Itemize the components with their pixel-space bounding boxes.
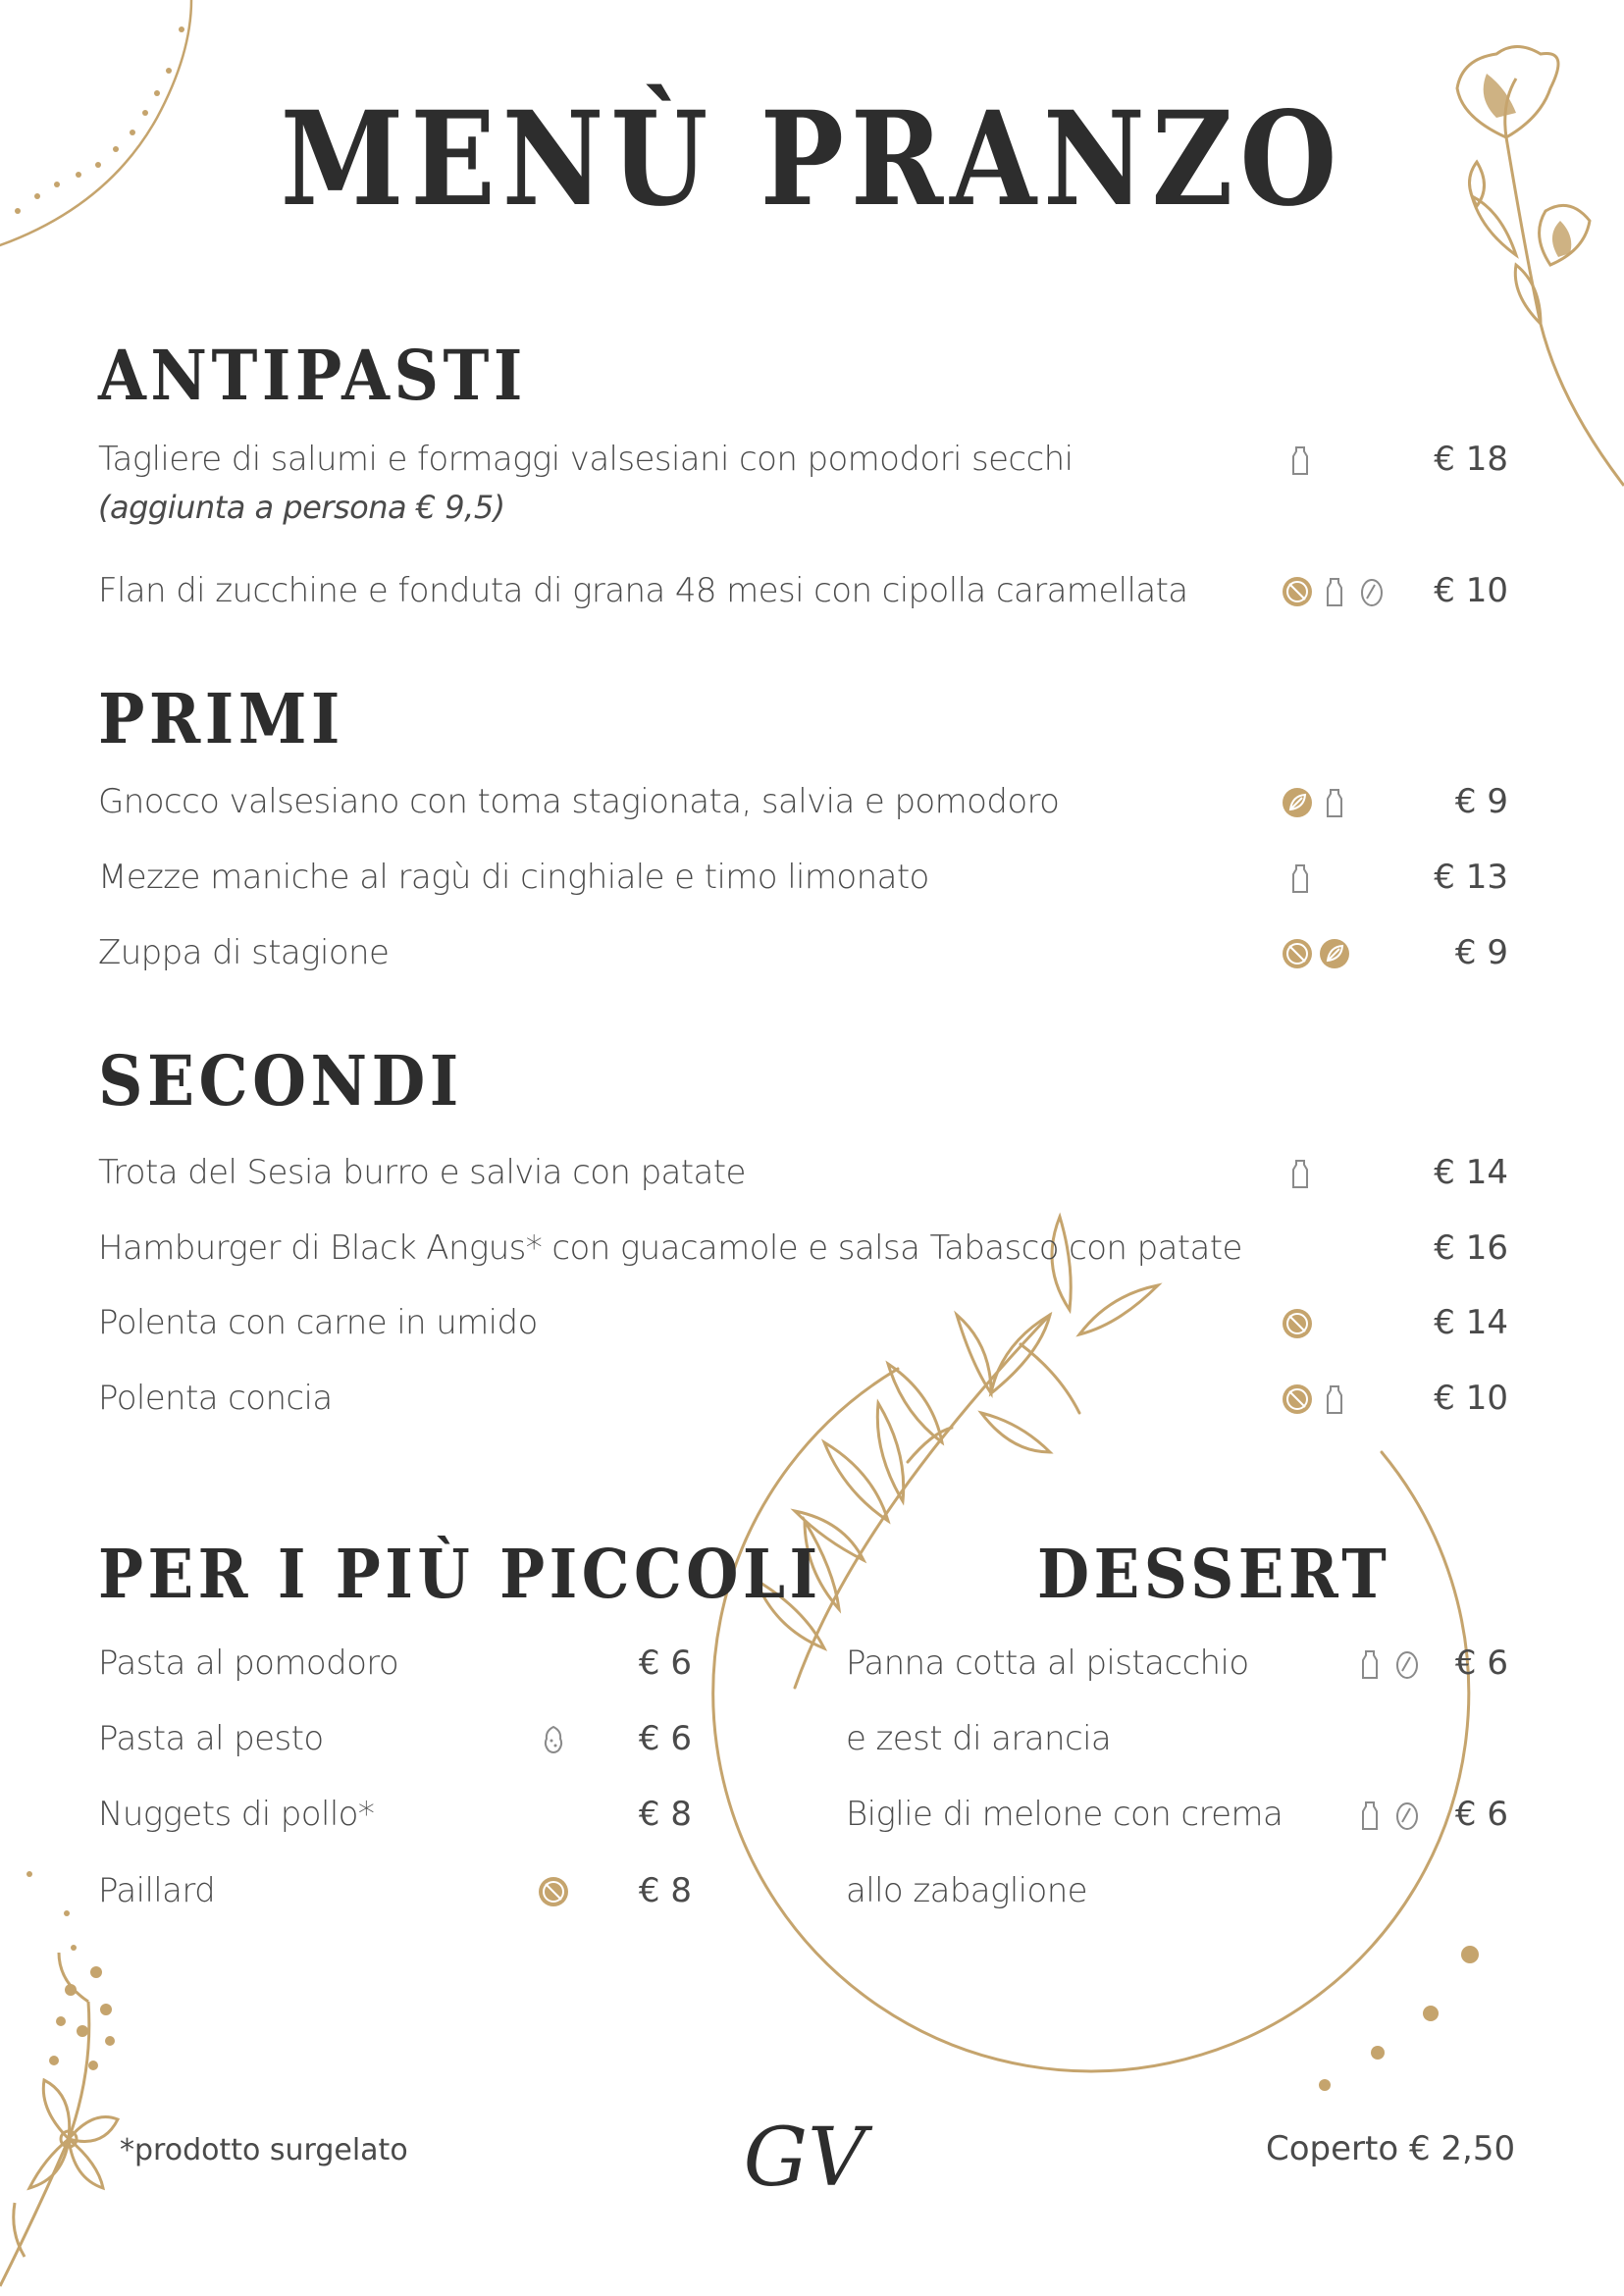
section-title-secondi: SECONDI	[98, 1040, 463, 1122]
item-price: € 10	[1434, 571, 1508, 610]
gluten-free-icon	[1281, 937, 1314, 970]
item-name: Nuggets di pollo*	[98, 1795, 375, 1834]
lactose-icon	[1283, 861, 1317, 895]
gluten-free-icon	[537, 1875, 570, 1908]
item-name: Panna cotta al pistacchio	[846, 1644, 1249, 1683]
item-price: € 8	[638, 1795, 692, 1834]
menu-item	[98, 1148, 1508, 1197]
section-title-primi: PRIMI	[98, 678, 344, 759]
item-name: Hamburger di Black Angus* con guacamole e salsa Tabasco con patate	[98, 1228, 1242, 1268]
item-name-line2: e zest di arancia	[846, 1719, 1112, 1758]
item-price: € 16	[1434, 1228, 1508, 1268]
vegetarian-icon	[1318, 937, 1351, 970]
item-name: Tagliere di salumi e formaggi valsesiani con pomodori secchi	[98, 440, 1074, 479]
item-price: € 10	[1434, 1379, 1508, 1418]
item-price: € 6	[1454, 1644, 1508, 1683]
item-price: € 8	[638, 1871, 692, 1910]
cover-charge: Coperto € 2,50	[1266, 2129, 1516, 2168]
menu-item	[98, 1374, 1508, 1423]
item-name: Polenta concia	[98, 1379, 333, 1418]
lactose-icon	[1283, 1157, 1317, 1190]
menu-item	[98, 1866, 692, 1915]
allergen-icons	[1281, 936, 1351, 971]
menu-item	[98, 853, 1508, 902]
lactose-icon	[1318, 1383, 1351, 1416]
item-price: € 18	[1434, 440, 1508, 479]
allergen-icons	[537, 1722, 570, 1757]
item-price: € 6	[638, 1644, 692, 1683]
item-name: Biglie di melone con crema	[846, 1795, 1283, 1834]
menu-item	[98, 1639, 692, 1688]
allergen-icons	[1283, 443, 1317, 478]
item-name: Polenta con carne in umido	[98, 1303, 538, 1342]
menu-item	[98, 928, 1508, 977]
menu-item	[846, 1790, 1508, 1910]
item-name: Gnocco valsesiano con toma stagionata, salvia e pomodoro	[98, 782, 1060, 821]
item-name: Paillard	[98, 1871, 216, 1910]
gluten-free-icon	[1281, 1383, 1314, 1416]
item-name: Pasta al pomodoro	[98, 1644, 399, 1683]
menu-item	[98, 777, 1508, 826]
item-price: € 6	[638, 1719, 692, 1758]
lactose-icon	[1353, 1647, 1387, 1681]
allergen-icons	[1281, 574, 1388, 609]
egg-icon	[1390, 1647, 1424, 1681]
menu-item	[846, 1639, 1508, 1756]
nuts-icon	[537, 1723, 570, 1756]
item-price: € 14	[1434, 1153, 1508, 1192]
logo: GV	[743, 2112, 866, 2205]
allergen-icons	[1281, 1382, 1351, 1417]
allergen-icons	[1283, 861, 1317, 896]
laurel-branch	[795, 1315, 1050, 1688]
allergen-icons	[1283, 1156, 1317, 1191]
menu-item	[98, 1224, 1508, 1273]
menu-item	[98, 1298, 1508, 1347]
item-name-line2: allo zabaglione	[846, 1871, 1088, 1910]
item-price: € 9	[1454, 933, 1508, 972]
allergen-icons	[1353, 1646, 1424, 1682]
egg-icon	[1355, 575, 1388, 608]
gluten-free-icon	[1281, 575, 1314, 608]
allergen-icons	[1281, 785, 1351, 820]
item-price: € 6	[1454, 1795, 1508, 1834]
lactose-icon	[1353, 1799, 1387, 1832]
menu-item	[98, 1714, 692, 1763]
section-title-piccoli: PER I PIÙ PICCOLI	[98, 1536, 822, 1614]
item-name: Mezze maniche al ragù di cinghiale e timo limonato	[98, 858, 929, 897]
flower-ornament	[0, 1953, 118, 2286]
item-name: Trota del Sesia burro e salvia con patate	[98, 1153, 746, 1192]
menu-item	[98, 566, 1508, 615]
item-name: Pasta al pesto	[98, 1719, 324, 1758]
gluten-free-icon	[1281, 1307, 1314, 1340]
lactose-icon	[1318, 575, 1351, 608]
item-name: Flan di zucchine e fonduta di grana 48 mesi con cipolla caramellata	[98, 571, 1188, 610]
menu-item	[98, 435, 1508, 526]
egg-icon	[1390, 1799, 1424, 1832]
item-price: € 13	[1434, 858, 1508, 897]
lactose-icon	[1318, 786, 1351, 819]
section-title-antipasti: ANTIPASTI	[98, 335, 527, 416]
item-price: € 9	[1454, 782, 1508, 821]
page-title: MENÙ PRANZO	[280, 83, 1344, 235]
menu-item	[98, 1790, 692, 1839]
allergen-icons	[1281, 1306, 1314, 1341]
frozen-product-note: *prodotto surgelato	[120, 2133, 408, 2167]
allergen-icons	[537, 1874, 570, 1909]
vegetarian-icon	[1281, 786, 1314, 819]
allergen-icons	[1353, 1798, 1424, 1833]
item-price: € 14	[1434, 1303, 1508, 1342]
lactose-icon	[1283, 444, 1317, 477]
item-name: Zuppa di stagione	[98, 933, 390, 972]
section-title-dessert: DESSERT	[1037, 1536, 1391, 1614]
item-note: (aggiunta a persona € 9,5)	[98, 489, 505, 526]
